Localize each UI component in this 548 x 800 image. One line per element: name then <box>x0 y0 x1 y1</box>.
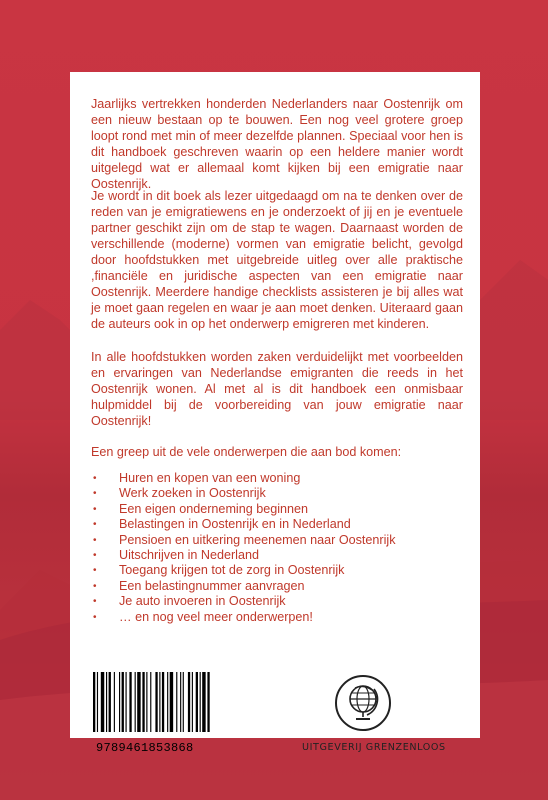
list-item: • Werk zoeken in Oostenrijk <box>93 486 266 501</box>
description-paragraph-2: Je wordt in dit boek als lezer uitgedaagd om na te denken over de reden van je emigratiewens en je onderzoekt of jij en je eventuele partner geschikt zijn om de stap te wagen. Daarnaast worden de verschillende (moderne) vormen van emigratie belicht, gevolgd door hoofdstukken met uitgebreide uitleg over alle praktische ,financiële en juridische aspecten van een emigratie naar Oostenrijk. Meerdere handige checklists assisteren je bij alles wat je moet gaan regelen en waar je aan moet denken. Uiteraard gaan de auteurs ook in op het onderwerp emigreren met kinderen. <box>91 189 463 331</box>
bullet: • <box>93 611 97 623</box>
list-item: • Je auto invoeren in Oostenrijk <box>93 594 286 609</box>
topics-intro: Een greep uit de vele onderwerpen die aan bod komen: <box>91 445 402 459</box>
isbn-barcode <box>91 672 242 732</box>
list-item: • Een belastingnummer aanvragen <box>93 578 305 593</box>
description-paragraph-3: In alle hoofdstukken worden zaken verduidelijkt met voorbeelden en ervaringen van Nederlandse emigranten die reeds in het Oostenrijk wonen. Al met al is dit handboek een onmisbaar hulpmiddel bij de voorbereiding van jouw emigratie naar Oostenrijk! <box>91 350 463 428</box>
description-paragraph-1: Jaarlijks vertrekken honderden Nederlanders naar Oostenrijk om een nieuw bestaan op te bouwen. Een nog veel grotere groep loopt rond met min of meer dezelfde plannen. Speciaal voor hen is dit handboek geschreven waarin op een heldere manier wordt uitgelegd wat er allemaal komt kijken bij een emigratie naar Oostenrijk. <box>91 97 463 191</box>
list-item: • Toegang krijgen tot de zorg in Oostenrijk <box>93 563 345 578</box>
bullet: • <box>93 473 97 484</box>
topics-list <box>91 471 396 625</box>
bullet: • <box>93 519 97 531</box>
globe-icon <box>334 674 392 732</box>
bullet: • <box>93 488 97 500</box>
list-item: • Uitschrijven in Nederland <box>93 547 259 562</box>
bullet: • <box>93 580 97 592</box>
bullet: • <box>93 503 97 515</box>
list-item: • Pensioen en uitkering meenemen naar Oostenrijk <box>93 532 396 547</box>
bullet: • <box>93 534 97 546</box>
bullet: • <box>93 596 97 608</box>
list-item: • Belastingen in Oostenrijk en in Nederland <box>93 517 351 532</box>
list-item: • … en nog veel meer onderwerpen! <box>93 609 313 624</box>
list-item: • Een eigen onderneming beginnen <box>93 501 309 516</box>
list-item: • Huren en kopen van een woning <box>93 471 301 485</box>
bullet: • <box>93 549 97 561</box>
bullet: • <box>93 565 97 577</box>
publisher-name: UITGEVERIJ GRENZENLOOS <box>302 742 446 753</box>
isbn-number: 9789461853868 <box>96 741 194 755</box>
